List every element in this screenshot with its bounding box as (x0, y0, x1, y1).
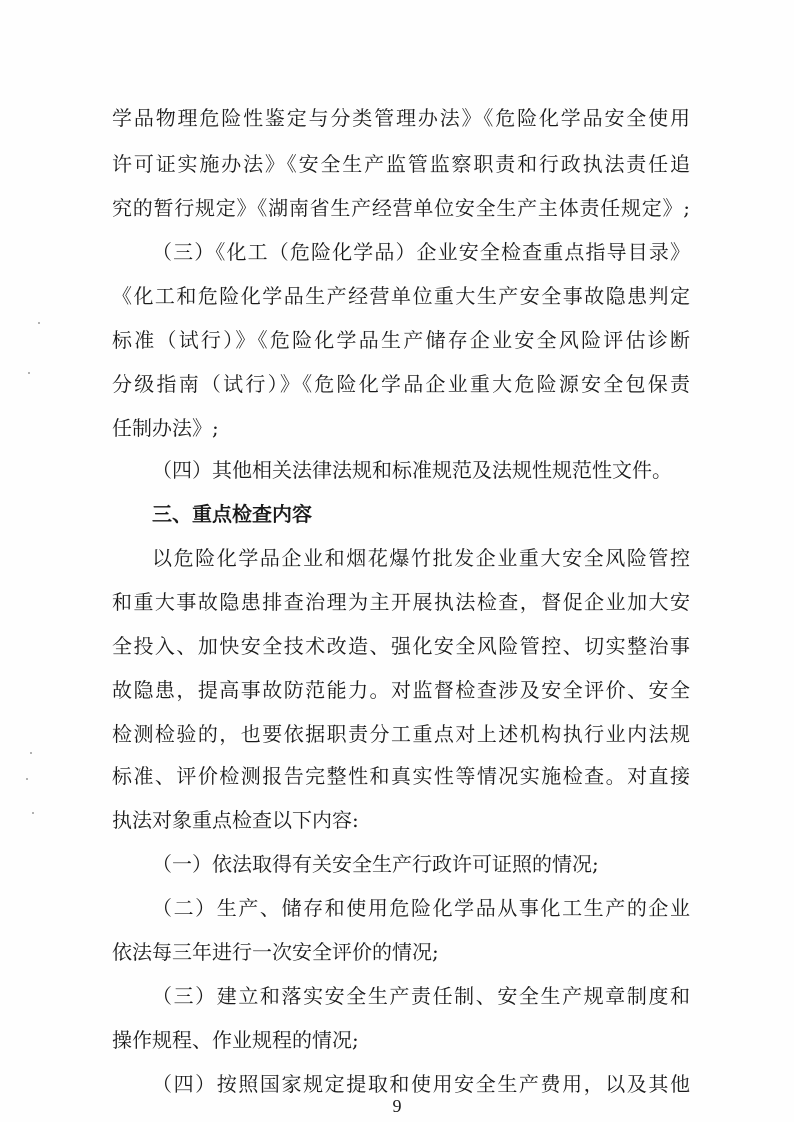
text-line-1: 学品物理危险性鉴定与分类管理办法》《危险化学品安全使用 (112, 106, 690, 130)
text-line-21: （三）建立和落实安全生产责任制、安全生产规章制度和 (152, 984, 690, 1008)
text-line-18: （一）依法取得有关安全生产行政许可证照的情况; (152, 852, 599, 876)
section-heading: 三、重点检查内容 (152, 502, 312, 526)
text-line-14: 故隐患，提高事故防范能力。对监督检查涉及安全评价、安全 (112, 678, 690, 702)
text-line-15: 检测检验的，也要依据职责分工重点对上述机构执行业内法规 (112, 722, 690, 746)
page-number: 9 (392, 1096, 402, 1116)
text-line-9: （四）其他相关法律法规和标准规范及法规性规范性文件。 (152, 458, 672, 482)
scan-speck (30, 752, 32, 754)
scan-speck (28, 372, 30, 374)
text-line-4: （三）《化工（危险化学品）企业安全检查重点指导目录》 (152, 240, 690, 264)
text-line-13: 全投入、加快安全技术改造、强化安全风险管控、切实整治事 (112, 634, 690, 658)
text-line-12: 和重大事故隐患排查治理为主开展执法检查，督促企业加大安 (112, 590, 690, 614)
scan-speck (26, 778, 28, 780)
text-line-5: 《化工和危险化学品生产经营单位重大生产安全事故隐患判定 (112, 284, 690, 308)
text-line-23: （四）按照国家规定提取和使用安全生产费用，以及其他 (152, 1072, 690, 1096)
scan-speck (32, 812, 34, 814)
text-line-3: 究的暂行规定》《湖南省生产经营单位安全生产主体责任规定》; (112, 196, 690, 220)
text-line-22: 操作规程、作业规程的情况; (112, 1028, 359, 1052)
scan-speck (38, 322, 40, 324)
text-line-16: 标准、评价检测报告完整性和真实性等情况实施检查。对直接 (112, 764, 690, 788)
text-line-19: （二）生产、储存和使用危险化学品从事化工生产的企业 (152, 896, 690, 920)
text-line-2: 许可证实施办法》《安全生产监管监察职责和行政执法责任追 (112, 152, 690, 176)
text-line-17: 执法对象重点检查以下内容: (112, 808, 359, 832)
text-line-6: 标准（试行）》《危险化学品生产储存企业安全风险评估诊断 (112, 328, 690, 352)
text-line-20: 依法每三年进行一次安全评价的情况; (112, 940, 439, 964)
text-line-8: 任制办法》; (112, 416, 219, 440)
text-line-11: 以危险化学品企业和烟花爆竹批发企业重大安全风险管控 (152, 546, 690, 570)
text-line-7: 分级指南（试行）》《危险化学品企业重大危险源安全包保责 (112, 372, 690, 396)
